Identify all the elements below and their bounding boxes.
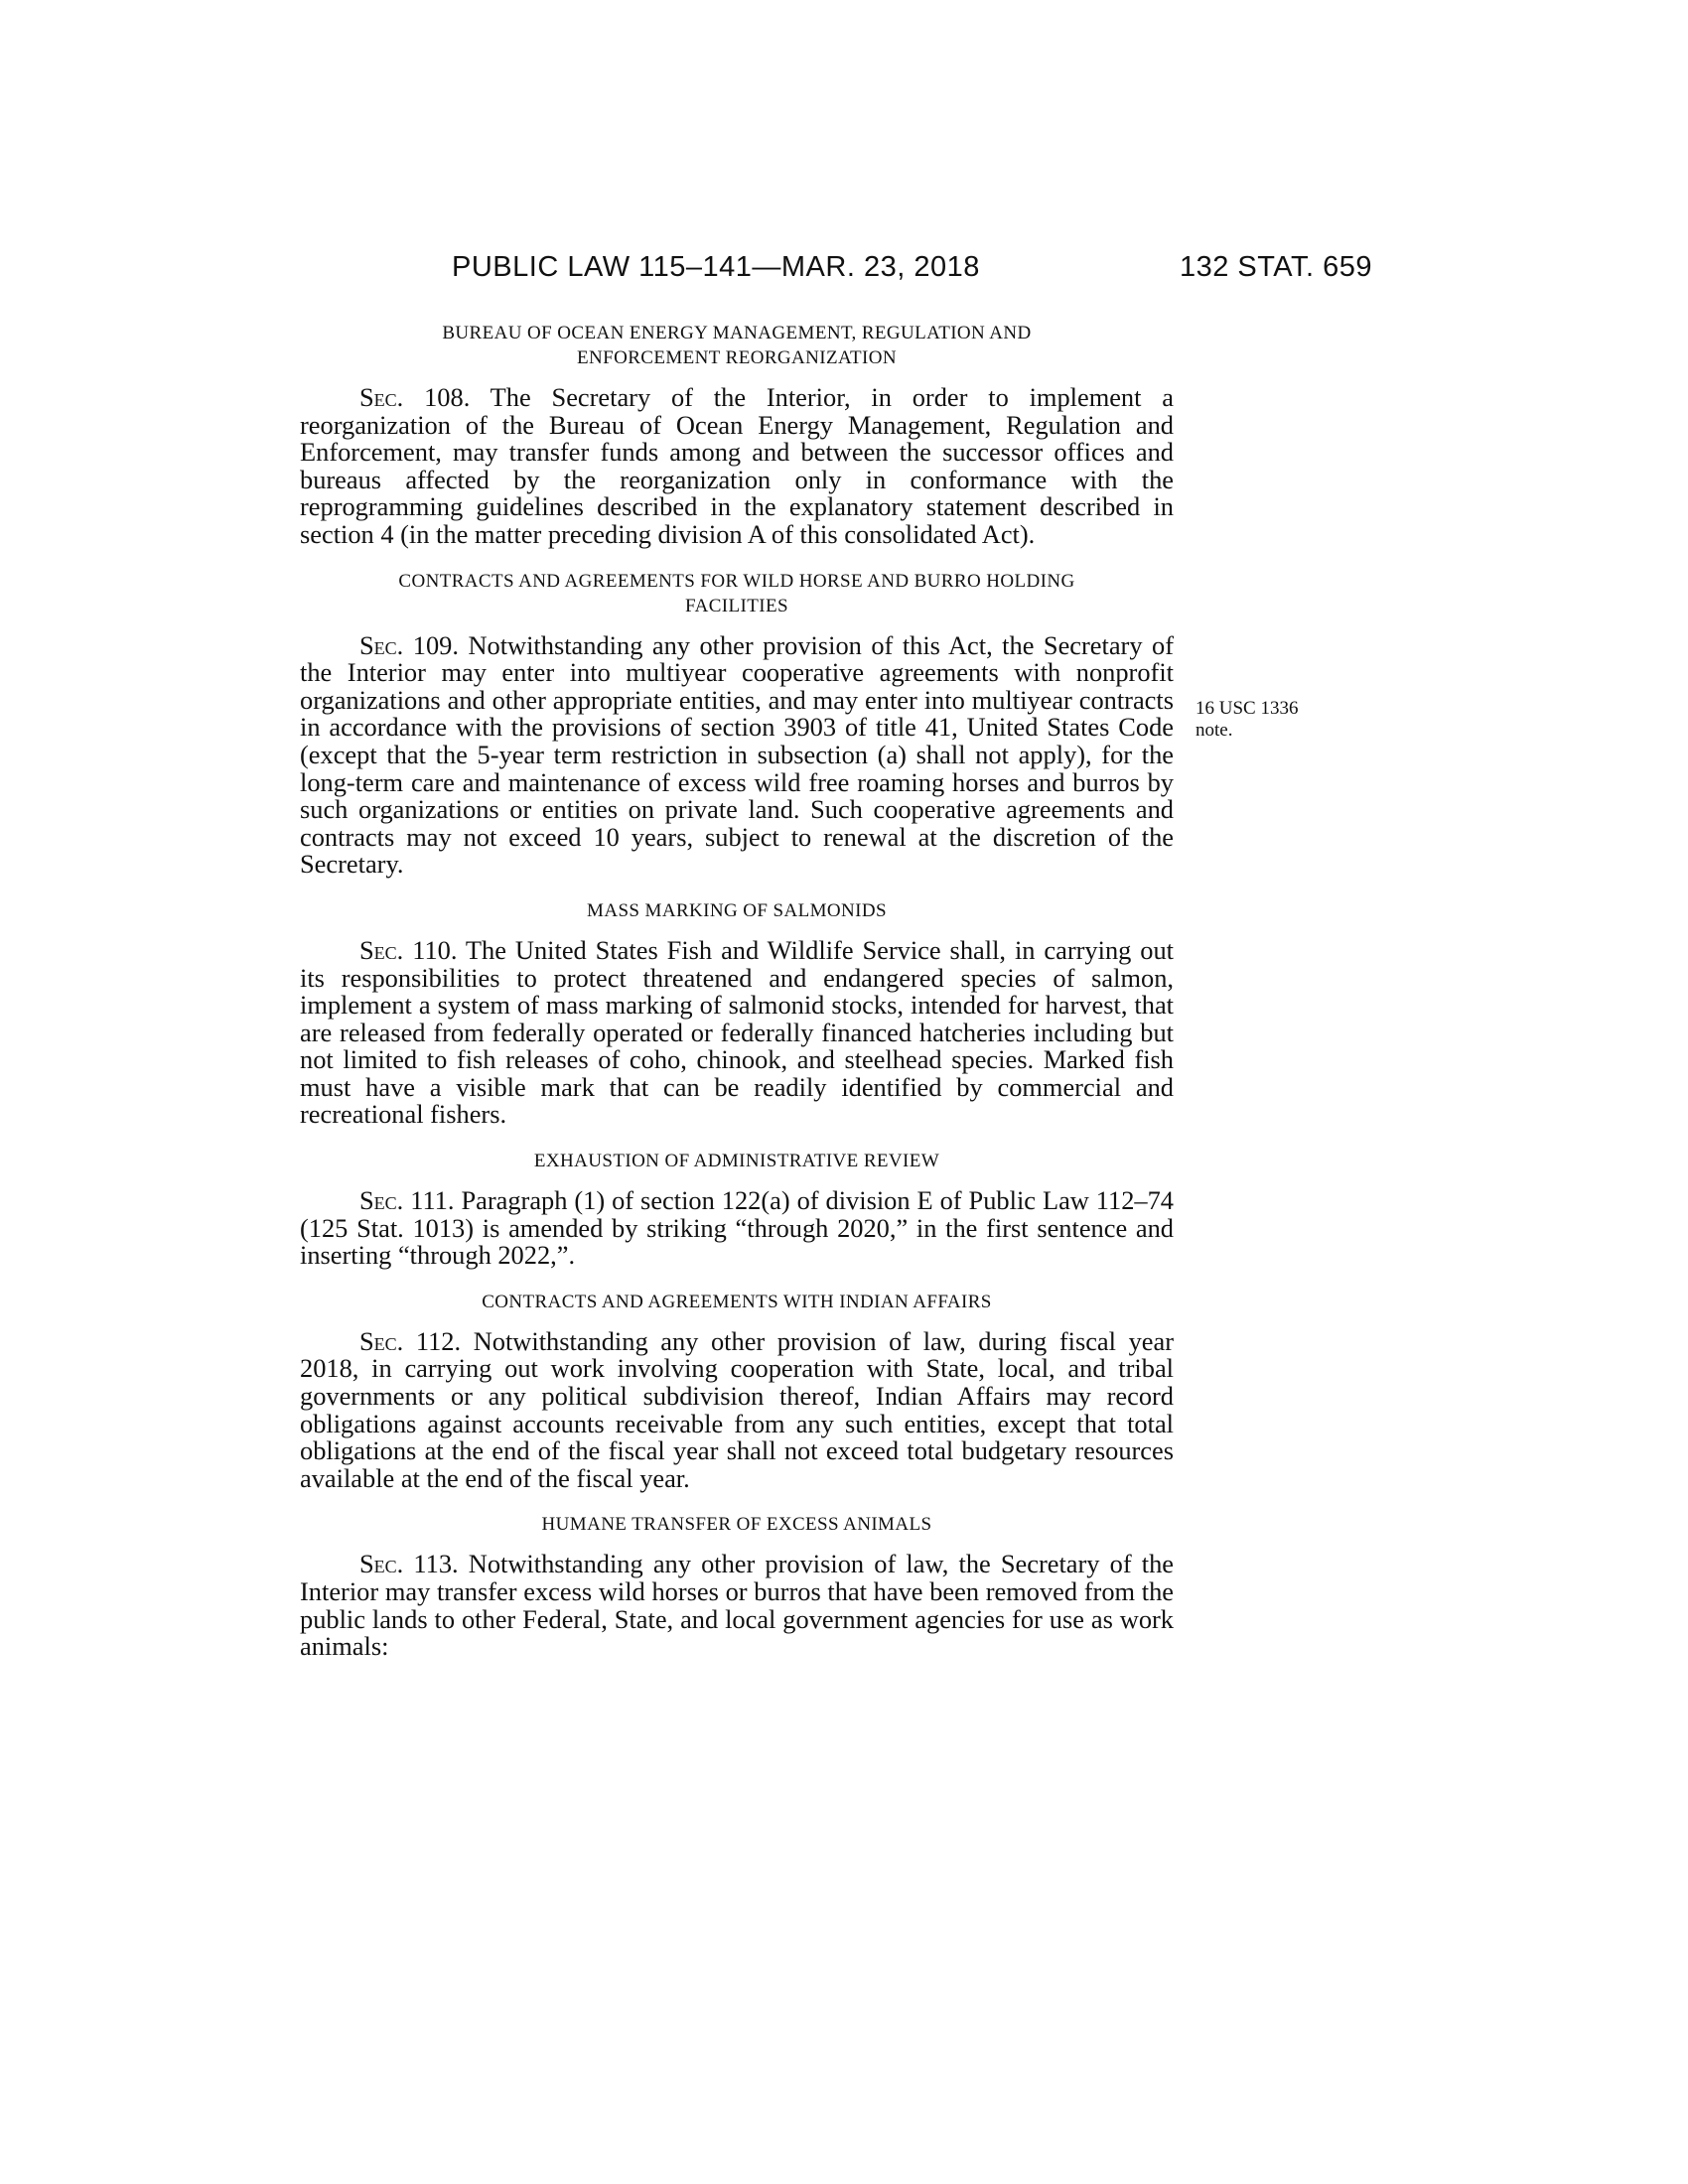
section-109 bbox=[300, 569, 1174, 879]
section-text: Notwithstanding any other provision of law, during fiscal year 2018, in carrying out work involving cooperation with State, local, and tribal governments or any political subdivision thereof, Indian Affairs may record obligations against accounts receivable from any such entities, except that total obligations at the end of the fiscal year shall not exceed total budgetary resources available at the end of the fiscal year. bbox=[300, 1325, 1174, 1493]
section-paragraph bbox=[300, 384, 1174, 549]
section-text: Notwithstanding any other provision of this Act, the Secretary of the Interior may enter into multiyear cooperative agreements with nonprofit organizations and other appropriate entities, and may enter into multiyear contracts in accordance with the provisions of section 3903 of title 41, United States Code (except that the 5-year term restriction in subsection (a) shall not apply), for the long-term care and maintenance of excess wild free roaming horses and burros by such organizations or entities on private land. Such cooperative agreements and contracts may not exceed 10 years, subject to renewal at the discretion of the Secretary. bbox=[300, 629, 1175, 880]
section-heading bbox=[340, 321, 1134, 370]
section-111 bbox=[300, 1149, 1174, 1270]
section-paragraph bbox=[300, 629, 1175, 880]
section-paragraph bbox=[300, 1325, 1174, 1493]
section-heading bbox=[340, 898, 1134, 923]
section-heading-line: HUMANE TRANSFER OF EXCESS ANIMALS bbox=[541, 1514, 932, 1536]
section-heading-line: FACILITIES bbox=[685, 595, 788, 616]
section-paragraph bbox=[300, 1551, 1174, 1660]
section-heading bbox=[340, 1149, 1134, 1173]
section-text: Notwithstanding any other provision of law, the Secretary of the Interior may transfer excess wild horses or burros that have been removed from the public lands to other Federal, State, and local government agencies for use as work animals: bbox=[300, 1549, 1174, 1662]
section-108 bbox=[300, 321, 1174, 549]
section-heading bbox=[340, 569, 1134, 618]
margin-note-suffix: note. bbox=[1196, 720, 1233, 741]
document-body bbox=[300, 321, 1174, 1681]
section-number: Sec. 113. bbox=[359, 1549, 459, 1579]
section-110 bbox=[300, 898, 1174, 1129]
section-text: The Secretary of the Interior, in order to implement a reorganization of the Bureau of Ocean Energy Management, Regulation and Enforcement, may transfer funds among and between the successor offices and bureaus affected by the reorganization only in conformance with the reprogramming guidelines described in the explanatory statement described in section 4 (in the matter preceding division A of this consolidated Act). bbox=[300, 382, 1174, 549]
page-header-law: PUBLIC LAW 115–141—MAR. 23, 2018 bbox=[452, 251, 980, 283]
section-heading-line: ENFORCEMENT REORGANIZATION bbox=[577, 347, 897, 368]
section-heading bbox=[340, 1512, 1134, 1537]
section-number: Sec. 111. bbox=[359, 1185, 455, 1216]
section-paragraph bbox=[300, 934, 1175, 1130]
section-number: Sec. 109. bbox=[359, 629, 459, 660]
section-heading-line: EXHAUSTION OF ADMINISTRATIVE REVIEW bbox=[533, 1151, 940, 1172]
section-number: Sec. 112. bbox=[359, 1325, 462, 1356]
section-heading-line: CONTRACTS AND AGREEMENTS FOR WILD HORSE AND BURRO HOLDING bbox=[398, 570, 1075, 592]
section-112 bbox=[300, 1290, 1174, 1493]
section-number: Sec. 108. bbox=[359, 382, 471, 412]
section-number: Sec. 110. bbox=[359, 934, 458, 965]
section-heading-line: BUREAU OF OCEAN ENERGY MANAGEMENT, REGULATION AND bbox=[442, 323, 1032, 343]
margin-note-citation: 16 USC 1336 bbox=[1196, 698, 1299, 719]
section-heading bbox=[340, 1290, 1134, 1314]
section-text: Paragraph (1) of section 122(a) of division E of Public Law 112–74 (125 Stat. 1013) is amended by striking “through 2020,” in the first sentence and inserting “through 2022,”. bbox=[300, 1185, 1174, 1271]
section-text: The United States Fish and Wildlife Service shall, in carrying out its responsibilities to protect threatened and endangered species of salmon, implement a system of mass marking of salmonid stocks, intended for harvest, that are released from federally operated or federally financed hatcheries including but not limited to fish releases of coho, chinook, and steelhead species. Marked fish must have a visible mark that can be readily identified by commercial and recreational fishers. bbox=[300, 934, 1175, 1130]
page-header-stat: 132 STAT. 659 bbox=[1179, 251, 1372, 283]
section-paragraph bbox=[300, 1187, 1174, 1270]
section-heading-line: MASS MARKING OF SALMONIDS bbox=[587, 899, 887, 921]
section-heading-line: CONTRACTS AND AGREEMENTS WITH INDIAN AFFAIRS bbox=[482, 1291, 992, 1312]
margin-note bbox=[1196, 698, 1298, 742]
section-113 bbox=[300, 1512, 1174, 1660]
